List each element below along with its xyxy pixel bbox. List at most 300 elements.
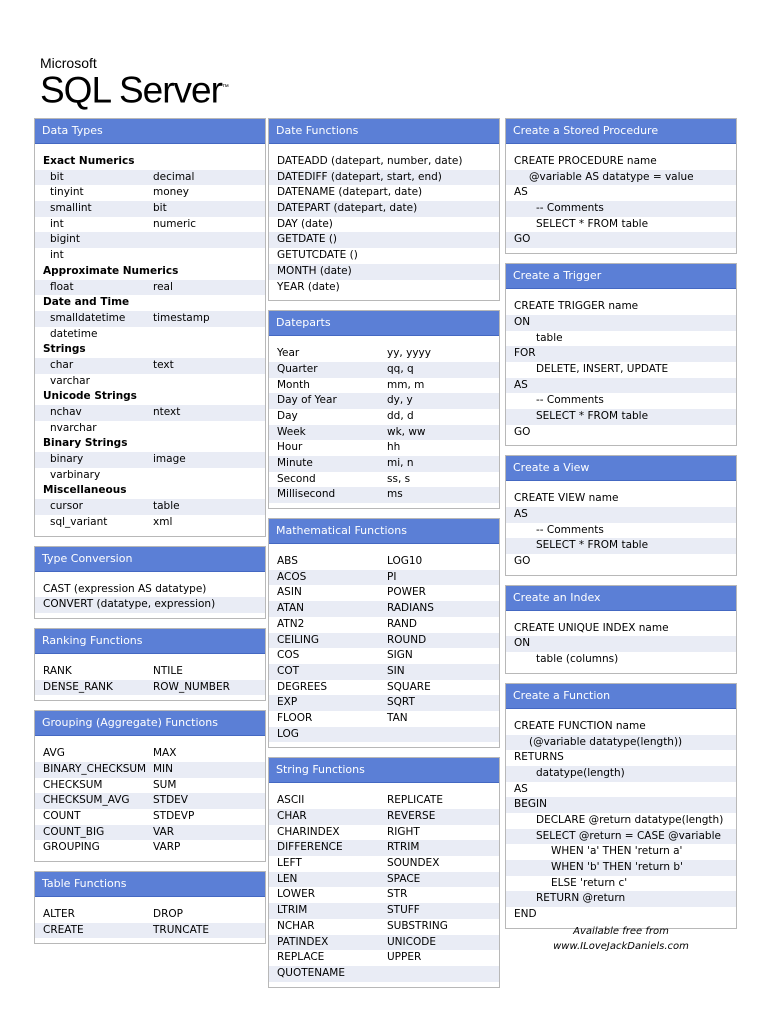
- table-row: [35, 201, 265, 217]
- panel-title: Grouping (Aggregate) Functions: [35, 711, 265, 736]
- row-name: Day of Year: [277, 394, 337, 407]
- table-row: [35, 327, 265, 343]
- table-row: [35, 405, 265, 421]
- row-value: SPACE: [387, 872, 421, 885]
- table-row: [269, 601, 499, 617]
- row-value: MAX: [153, 747, 177, 760]
- table-row: [269, 680, 499, 696]
- code-text: CREATE PROCEDURE name: [514, 155, 657, 167]
- row-name: GETDATE (): [277, 233, 338, 246]
- row-value: NTILE: [153, 664, 183, 677]
- table-row: [269, 170, 499, 186]
- row-name: Week: [277, 425, 306, 438]
- table-row: [35, 809, 265, 825]
- table-row: [269, 695, 499, 711]
- row-name: AVG: [43, 747, 65, 760]
- math-functions-list: [269, 544, 499, 747]
- table-row: [35, 358, 265, 374]
- row-name: bigint: [50, 233, 80, 246]
- data-types-panel: [34, 118, 266, 537]
- row-name: FLOOR: [277, 711, 313, 724]
- row-name: smalldatetime: [50, 311, 126, 324]
- code-line: [506, 185, 736, 201]
- table-row: [269, 664, 499, 680]
- row-value: wk, ww: [387, 425, 426, 438]
- code-text: ON: [514, 315, 531, 328]
- row-value: dd, d: [387, 409, 414, 422]
- table-row: [269, 809, 499, 825]
- row-value: ROW_NUMBER: [153, 680, 230, 693]
- panel-title: Table Functions: [35, 872, 265, 897]
- table-row: [35, 582, 265, 598]
- table-row: [269, 346, 499, 362]
- row-value: RIGHT: [387, 825, 420, 838]
- row-name: NCHAR: [277, 919, 315, 932]
- code-line: [506, 782, 736, 798]
- code-text: CREATE VIEW name: [514, 492, 619, 505]
- row-name: DATENAME (datepart, date): [277, 186, 423, 199]
- code-line: [506, 538, 736, 554]
- code-line: [506, 750, 736, 766]
- table-row: [269, 648, 499, 664]
- table-row: [269, 440, 499, 456]
- code-line: [506, 217, 736, 233]
- table-row: [35, 280, 265, 296]
- table-row: [35, 664, 265, 680]
- panel-title: Data Types: [35, 119, 265, 144]
- panel-title: Mathematical Functions: [269, 519, 499, 544]
- row-name: LEN: [277, 872, 298, 885]
- row-name: Millisecond: [277, 488, 336, 501]
- row-value: SIGN: [387, 649, 413, 662]
- row-name: DAY (date): [277, 217, 333, 230]
- table-row: [35, 499, 265, 515]
- panel-title: Create an Index: [506, 586, 736, 611]
- row-name: CHECKSUM_AVG: [43, 794, 130, 807]
- row-name: COUNT_BIG: [43, 825, 105, 838]
- row-name: float: [50, 280, 74, 293]
- category-heading: Binary Strings: [43, 437, 128, 450]
- type-conversion-list: [35, 572, 265, 618]
- row-name: ATN2: [277, 617, 305, 630]
- code-line: [506, 860, 736, 876]
- code-line: [506, 797, 736, 813]
- code-text: RETURN @return: [536, 892, 626, 905]
- code-line: [506, 346, 736, 362]
- row-name: CREATE: [43, 923, 84, 936]
- code-line: [506, 393, 736, 409]
- table-row: [35, 778, 265, 794]
- table-row: [35, 311, 265, 327]
- table-row: [269, 840, 499, 856]
- row-value: dy, y: [387, 394, 413, 407]
- row-name: LOWER: [277, 888, 316, 901]
- table-row: [35, 793, 265, 809]
- code-line: [506, 154, 736, 170]
- row-name: int: [50, 249, 64, 262]
- code-line: [506, 636, 736, 652]
- row-name: COS: [277, 649, 300, 662]
- table-row: [269, 935, 499, 951]
- code-line: [506, 621, 736, 637]
- code-text: GO: [514, 555, 531, 568]
- row-name: sql_variant: [50, 515, 108, 528]
- table-row: [269, 825, 499, 841]
- string-functions-panel: [268, 757, 500, 987]
- row-value: STDEVP: [153, 810, 195, 822]
- row-name: GETUTCDATE (): [277, 249, 358, 262]
- code-line: [506, 719, 736, 735]
- code-text: @variable AS datatype = value: [529, 170, 694, 183]
- row-name: nvarchar: [50, 421, 97, 434]
- row-name: DATEPART (datepart, date): [277, 202, 418, 215]
- panel-title: Date Functions: [269, 119, 499, 144]
- panel-title: String Functions: [269, 758, 499, 783]
- row-name: CHAR: [277, 810, 307, 822]
- row-name: CEILING: [277, 633, 319, 646]
- code-text: BEGIN: [514, 798, 547, 811]
- type-conversion-panel: [34, 546, 266, 619]
- table-row: [269, 280, 499, 296]
- table-row: [269, 393, 499, 409]
- row-name: YEAR (date): [277, 280, 340, 293]
- row-value: mi, n: [387, 457, 414, 469]
- row-value: ROUND: [387, 633, 427, 646]
- row-value: numeric: [153, 217, 197, 230]
- category-heading: Miscellaneous: [43, 484, 127, 497]
- table-row: [269, 362, 499, 378]
- code-line: [506, 907, 736, 923]
- row-name: REPLACE: [277, 951, 325, 964]
- panel-title: Type Conversion: [35, 547, 265, 572]
- code-text: AS: [514, 782, 528, 795]
- row-name: ABS: [277, 555, 298, 568]
- category-heading: Approximate Numerics: [43, 264, 179, 277]
- code-text: AS: [514, 378, 528, 391]
- panel-title: Create a Stored Procedure: [506, 119, 736, 144]
- code-text: WHEN 'a' THEN 'return a': [551, 845, 683, 858]
- row-name: CHARINDEX: [277, 825, 340, 838]
- row-value: decimal: [153, 170, 195, 183]
- panel-title: Dateparts: [269, 311, 499, 336]
- code-text: -- Comments: [536, 523, 604, 536]
- table-row: [269, 185, 499, 201]
- dateparts-panel: [268, 310, 500, 509]
- logo-product: SQL Server™: [40, 69, 229, 111]
- code-line: [506, 523, 736, 539]
- table-row: [35, 248, 265, 264]
- table-functions-panel: [34, 871, 266, 944]
- column-2: [268, 118, 500, 997]
- table-row: [269, 919, 499, 935]
- row-value: yy, yyyy: [387, 347, 431, 360]
- row-name: QUOTENAME: [277, 966, 345, 979]
- table-row: [269, 872, 499, 888]
- row-name: LOG: [277, 727, 299, 740]
- table-row: [269, 856, 499, 872]
- row-name: tinyint: [50, 186, 84, 199]
- table-functions-list: [35, 897, 265, 943]
- code-text: table (columns): [536, 653, 619, 666]
- code-text: SELECT * FROM table: [536, 217, 649, 230]
- row-value: timestamp: [153, 311, 210, 324]
- row-value: MIN: [153, 762, 174, 775]
- row-value: table: [153, 500, 180, 513]
- row-value: ntext: [153, 406, 181, 418]
- column-3: [505, 118, 737, 938]
- code-line: [506, 378, 736, 394]
- row-value: SUM: [153, 778, 177, 791]
- row-name: ACOS: [277, 570, 307, 583]
- code-text: (@variable datatype(length)): [529, 735, 683, 748]
- dateparts-list: [269, 336, 499, 508]
- row-value: UPPER: [387, 951, 422, 964]
- code-text: ON: [514, 637, 531, 650]
- row-value: mm, m: [387, 378, 425, 391]
- table-row: [35, 762, 265, 778]
- table-row: [269, 727, 499, 743]
- data-types-list: [35, 144, 265, 536]
- row-value: STR: [387, 888, 408, 901]
- row-name: PATINDEX: [277, 935, 329, 948]
- row-name: COUNT: [43, 810, 81, 822]
- row-value: bit: [153, 202, 167, 215]
- row-name: MONTH (date): [277, 264, 352, 277]
- row-value: ss, s: [387, 472, 411, 485]
- table-row: [269, 378, 499, 394]
- code-text: -- Comments: [536, 202, 604, 215]
- table-row: [269, 617, 499, 633]
- code-text: CREATE TRIGGER name: [514, 300, 639, 313]
- row-name: CHECKSUM: [43, 778, 103, 791]
- code-text: SELECT * FROM table: [536, 539, 649, 552]
- row-value: image: [153, 453, 186, 466]
- code-text: CREATE FUNCTION name: [514, 719, 646, 732]
- row-name: Year: [277, 347, 300, 360]
- row-name: Month: [277, 378, 310, 391]
- panel-title: Ranking Functions: [35, 629, 265, 654]
- code-text: GO: [514, 425, 531, 438]
- code-line: [506, 362, 736, 378]
- code-text: CREATE UNIQUE INDEX name: [514, 621, 669, 634]
- row-name: nchav: [50, 406, 82, 418]
- trigger-panel: [505, 263, 737, 446]
- table-row: [35, 825, 265, 841]
- row-name: CAST (expression AS datatype): [43, 582, 207, 595]
- row-value: money: [153, 186, 189, 199]
- code-line: [506, 813, 736, 829]
- code-text: END: [514, 908, 537, 921]
- code-text: SELECT * FROM table: [536, 409, 649, 422]
- row-value: POWER: [387, 586, 426, 599]
- row-name: ATAN: [277, 602, 305, 615]
- code-line: [506, 829, 736, 845]
- code-line: [506, 409, 736, 425]
- row-value: SIN: [387, 664, 405, 677]
- logo-brand: Microsoft: [40, 55, 97, 71]
- row-value: DROP: [153, 908, 183, 921]
- table-row: [35, 680, 265, 696]
- row-value: RADIANS: [387, 602, 434, 615]
- table-row: [269, 472, 499, 488]
- code-line: [506, 315, 736, 331]
- table-row: [269, 154, 499, 170]
- code-line: [506, 425, 736, 441]
- table-row: [269, 570, 499, 586]
- row-value: RTRIM: [387, 841, 420, 854]
- row-name: DIFFERENCE: [277, 841, 343, 854]
- row-name: ASIN: [277, 586, 302, 599]
- code-text: SELECT @return = CASE @variable: [536, 829, 721, 842]
- row-name: Quarter: [277, 362, 318, 375]
- table-row: [269, 264, 499, 280]
- code-line: [506, 507, 736, 523]
- table-row: [269, 966, 499, 982]
- grouping-functions-panel: [34, 710, 266, 862]
- table-row: [35, 374, 265, 390]
- code-text: WHEN 'b' THEN 'return b': [551, 861, 683, 873]
- row-value: STDEV: [153, 794, 188, 807]
- row-value: TAN: [387, 711, 408, 724]
- table-row: [269, 409, 499, 425]
- view-code: [506, 481, 736, 574]
- index-code: [506, 611, 736, 673]
- row-value: SUBSTRING: [387, 919, 448, 932]
- row-name: cursor: [50, 500, 83, 513]
- row-value: REPLICATE: [387, 794, 443, 807]
- table-row: [269, 633, 499, 649]
- ranking-functions-panel: [34, 628, 266, 701]
- table-row: [269, 585, 499, 601]
- table-row: [269, 711, 499, 727]
- row-value: real: [153, 280, 173, 293]
- row-name: CONVERT (datatype, expression): [43, 598, 216, 611]
- panel-title: Create a Function: [506, 684, 736, 709]
- code-line: [506, 170, 736, 186]
- table-row: [35, 468, 265, 484]
- code-line: [506, 299, 736, 315]
- row-name: bit: [50, 170, 64, 183]
- table-row: [269, 425, 499, 441]
- row-name: GROUPING: [43, 841, 100, 854]
- row-name: varchar: [50, 374, 90, 387]
- table-row: [35, 421, 265, 437]
- table-row: [269, 554, 499, 570]
- table-row: [269, 217, 499, 233]
- function-panel: [505, 683, 737, 929]
- table-row: [269, 887, 499, 903]
- row-value: VARP: [153, 841, 181, 854]
- string-functions-list: [269, 783, 499, 986]
- code-line: [506, 232, 736, 248]
- row-name: varbinary: [50, 468, 101, 481]
- table-row: [269, 248, 499, 264]
- code-text: DECLARE @return datatype(length): [536, 813, 724, 826]
- category-heading: Date and Time: [43, 296, 130, 309]
- row-name: EXP: [277, 696, 298, 709]
- row-name: Hour: [277, 441, 303, 454]
- table-row: [35, 923, 265, 939]
- table-row: [35, 515, 265, 531]
- row-name: ASCII: [277, 794, 305, 807]
- code-line: [506, 735, 736, 751]
- footer-line-1: Available free from: [573, 926, 669, 937]
- table-row: [269, 793, 499, 809]
- row-value: ms: [387, 488, 403, 501]
- footer-link[interactable]: www.ILoveJackDaniels.com: [553, 941, 689, 952]
- table-row: [35, 597, 265, 613]
- code-text: AS: [514, 186, 528, 199]
- code-text: AS: [514, 508, 528, 520]
- row-value: SQRT: [387, 696, 415, 709]
- row-name: DENSE_RANK: [43, 680, 113, 693]
- code-line: [506, 331, 736, 347]
- index-panel: [505, 585, 737, 674]
- code-line: [506, 652, 736, 668]
- row-name: datetime: [50, 327, 98, 340]
- row-value: STUFF: [387, 904, 420, 917]
- row-value: UNICODE: [387, 935, 436, 948]
- table-row: [35, 907, 265, 923]
- date-functions-list: [269, 144, 499, 300]
- row-name: smallint: [50, 202, 92, 215]
- table-row: [35, 217, 265, 233]
- table-row: [269, 903, 499, 919]
- row-name: char: [50, 358, 74, 371]
- code-text: table: [536, 331, 563, 344]
- row-value: PI: [387, 570, 397, 583]
- row-name: ALTER: [43, 908, 75, 921]
- row-value: SQUARE: [387, 680, 431, 693]
- panel-title: Create a Trigger: [506, 264, 736, 289]
- table-row: [269, 201, 499, 217]
- table-row: [269, 950, 499, 966]
- row-name: binary: [50, 453, 84, 466]
- row-name: DATEADD (datepart, number, date): [277, 155, 463, 167]
- code-text: datatype(length): [536, 766, 625, 779]
- code-line: [506, 891, 736, 907]
- row-name: RANK: [43, 664, 72, 677]
- code-line: [506, 844, 736, 860]
- row-value: LOG10: [387, 555, 423, 568]
- row-value: qq, q: [387, 362, 414, 375]
- code-text: RETURNS: [514, 751, 564, 764]
- stored-procedure-panel: [505, 118, 737, 254]
- code-line: [506, 876, 736, 892]
- footer-credit: [505, 924, 737, 954]
- row-name: DEGREES: [277, 680, 328, 693]
- table-row: [269, 456, 499, 472]
- view-panel: [505, 455, 737, 575]
- row-value: xml: [153, 515, 173, 528]
- row-name: Second: [277, 472, 316, 485]
- column-1: [34, 118, 266, 953]
- code-text: GO: [514, 233, 531, 246]
- code-text: FOR: [514, 347, 536, 360]
- row-name: BINARY_CHECKSUM: [43, 762, 147, 775]
- row-value: text: [153, 358, 174, 371]
- row-name: DATEDIFF (datepart, start, end): [277, 170, 442, 183]
- ranking-list: [35, 654, 265, 700]
- table-row: [35, 232, 265, 248]
- stored-procedure-code: [506, 144, 736, 253]
- table-row: [269, 487, 499, 503]
- trigger-code: [506, 289, 736, 445]
- table-row: [269, 232, 499, 248]
- table-row: [35, 746, 265, 762]
- row-value: TRUNCATE: [153, 923, 209, 936]
- table-row: [35, 185, 265, 201]
